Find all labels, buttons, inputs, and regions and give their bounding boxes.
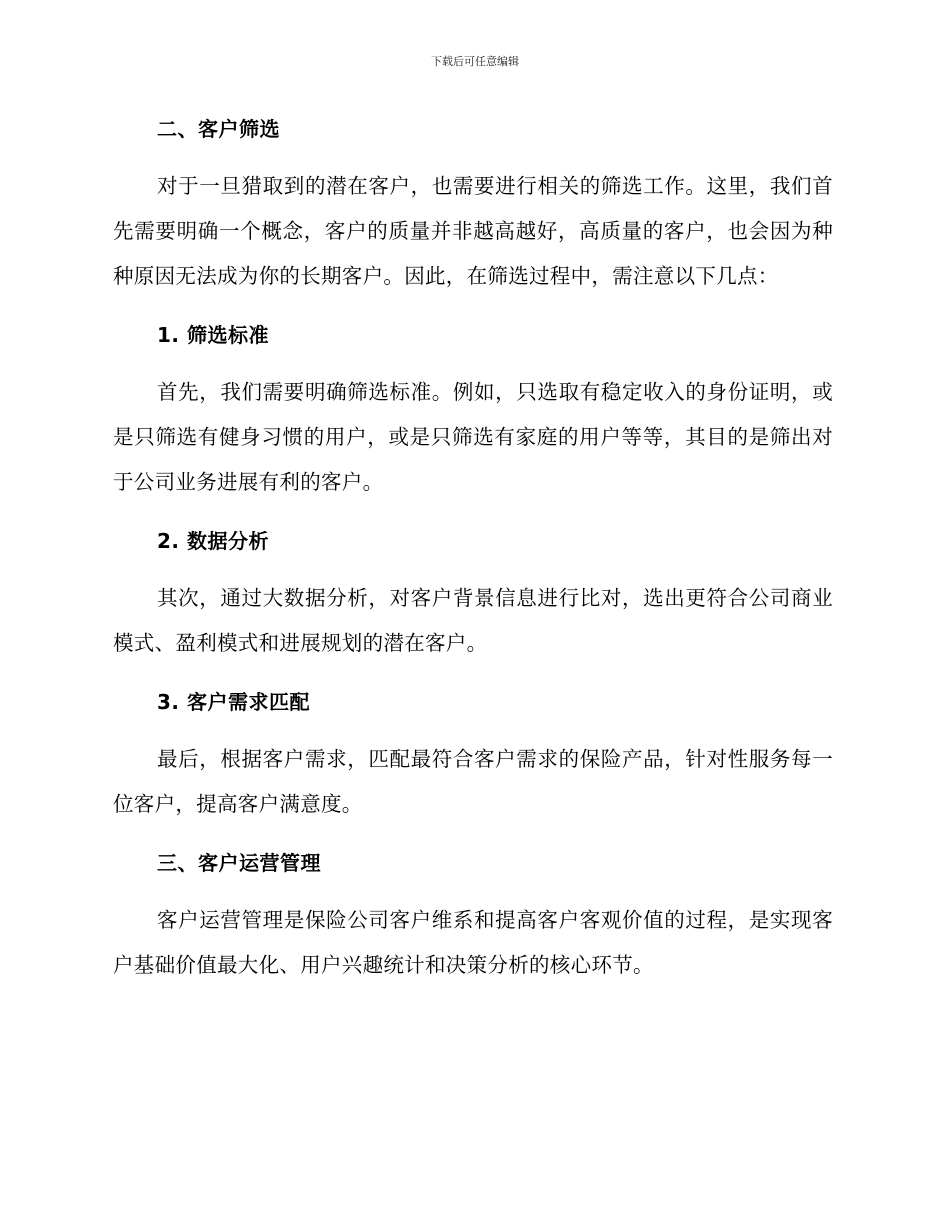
data-analysis-paragraph: 其次，通过大数据分析，对客户背景信息进行比对，选出更符合公司商业模式、盈利模式和进展规划的潜在客户。 [113,586,833,655]
document-body [113,107,833,988]
subheading-data-analysis: 2. 数据分析 [157,529,269,553]
customer-operations-paragraph: 客户运营管理是保险公司客户维系和提高客户客观价值的过程，是实现客户基础价值最大化、用户兴趣统计和决策分析的核心环节。 [113,908,833,977]
section-heading-customer-screening: 二、客户筛选 [157,117,280,141]
screening-intro-paragraph: 对于一旦猎取到的潜在客户，也需要进行相关的筛选工作。这里，我们首先需要明确一个概念，客户的质量并非越高越好，高质量的客户，也会因为种种原因无法成为你的长期客户。因此，在筛选过程中，需注意以下几点： [113,174,833,288]
customer-needs-matching-paragraph: 最后，根据客户需求，匹配最符合客户需求的保险产品，针对性服务每一位客户，提高客户满意度。 [113,747,833,816]
subheading-screening-criteria: 1. 筛选标准 [157,323,269,347]
page-header-note: 下载后可任意编辑 [431,55,519,68]
section-heading-customer-operations: 三、客户运营管理 [157,851,321,875]
subheading-customer-needs-matching: 3. 客户需求匹配 [157,690,310,714]
screening-criteria-paragraph: 首先，我们需要明确筛选标准。例如，只选取有稳定收入的身份证明，或是只筛选有健身习惯的用户，或是只筛选有家庭的用户等等，其目的是筛出对于公司业务进展有利的客户。 [113,380,833,494]
